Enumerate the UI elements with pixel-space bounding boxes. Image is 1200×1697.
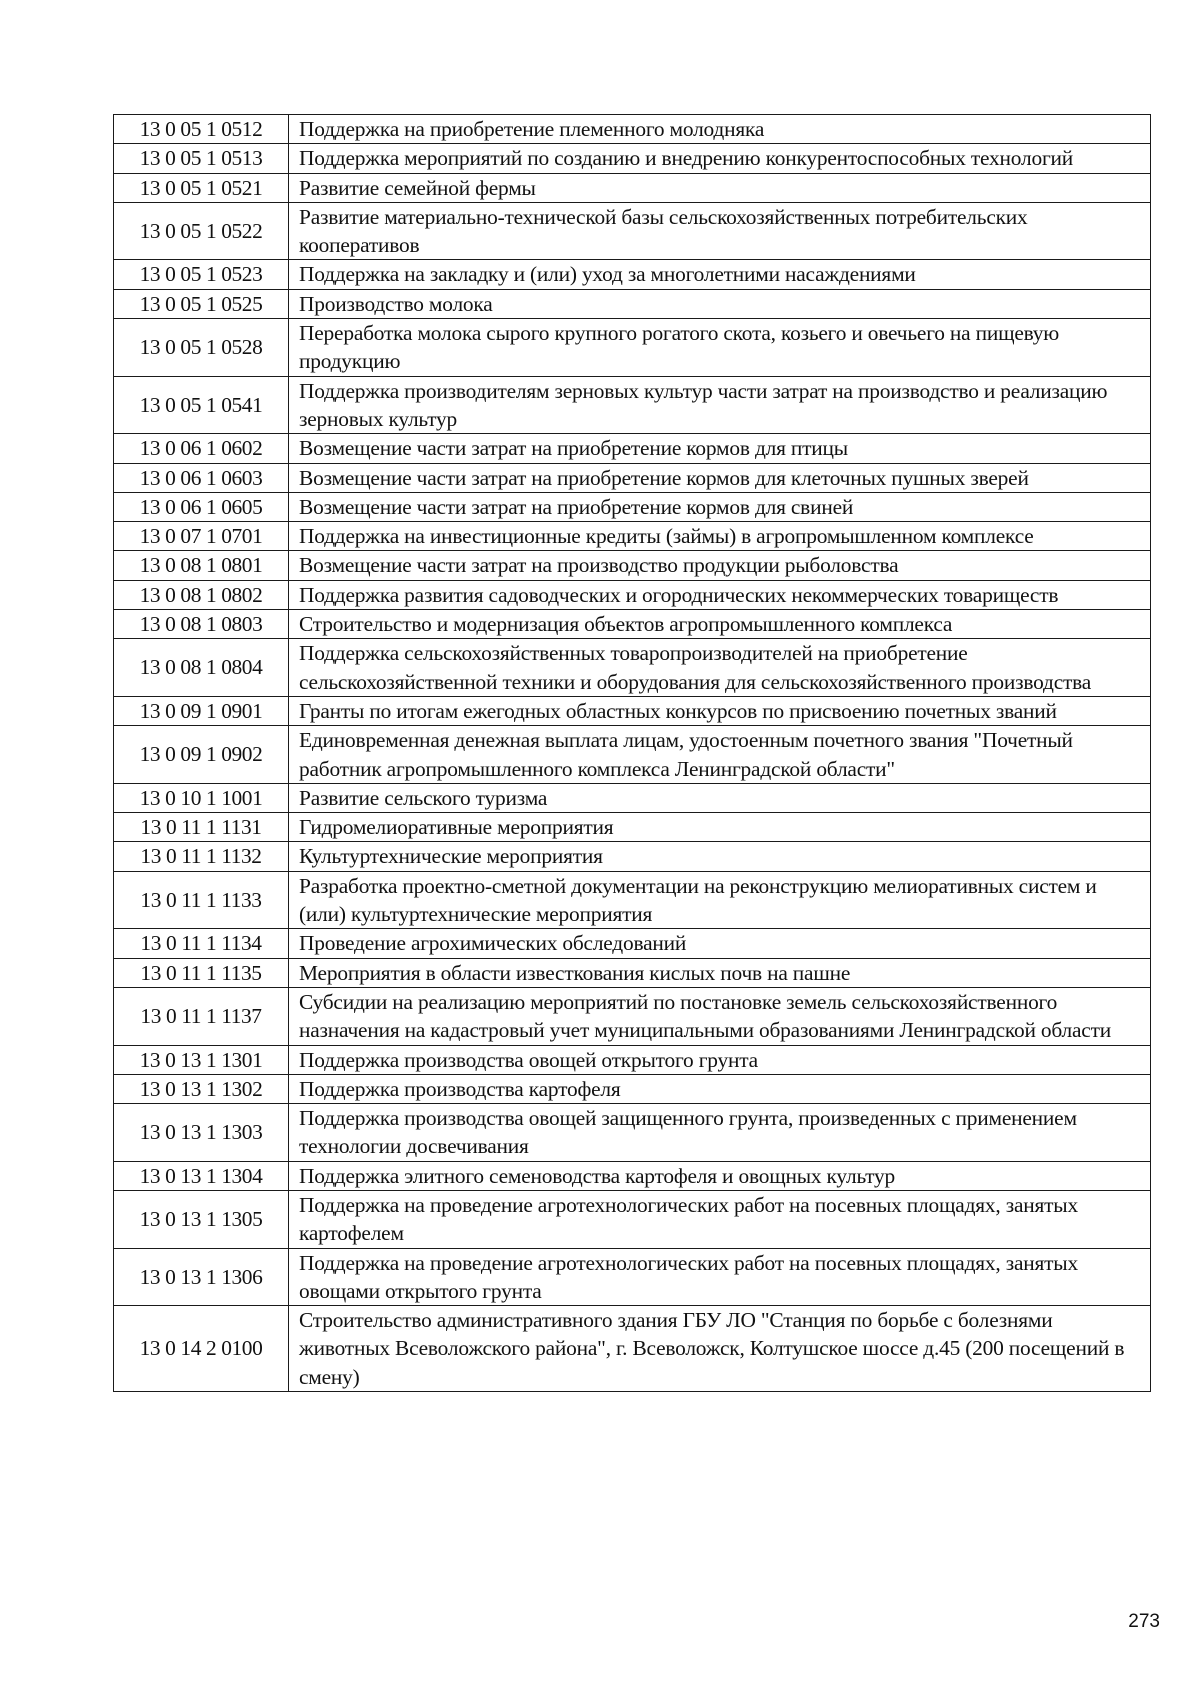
- table-row: [114, 580, 1151, 609]
- row-code: 13 0 06 1 0603: [114, 463, 289, 492]
- table-row: [114, 1045, 1151, 1074]
- table-row: [114, 987, 1151, 1045]
- row-code: 13 0 07 1 0701: [114, 522, 289, 551]
- row-code: 13 0 11 1 1131: [114, 813, 289, 842]
- row-description: Субсидии на реализацию мероприятий по постановке земель сельскохозяйственного назначения на кадастровый учет муниципальными образованиями Ленинградской области: [289, 987, 1151, 1045]
- table-row: [114, 492, 1151, 521]
- table-row: [114, 1248, 1151, 1306]
- table-row: [114, 929, 1151, 958]
- row-code: 13 0 05 1 0523: [114, 260, 289, 289]
- table-row: [114, 551, 1151, 580]
- table-row: [114, 813, 1151, 842]
- row-description: Проведение агрохимических обследований: [289, 929, 1151, 958]
- row-description: Гранты по итогам ежегодных областных конкурсов по присвоению почетных званий: [289, 696, 1151, 725]
- row-code: 13 0 13 1 1303: [114, 1104, 289, 1162]
- row-description: Поддержка производства овощей открытого грунта: [289, 1045, 1151, 1074]
- table-row: [114, 173, 1151, 202]
- table-row: [114, 144, 1151, 173]
- row-code: 13 0 13 1 1301: [114, 1045, 289, 1074]
- table-row: [114, 610, 1151, 639]
- table-row: [114, 1104, 1151, 1162]
- row-description: Развитие материально-технической базы сельскохозяйственных потребительских кооперативов: [289, 202, 1151, 260]
- table-row: [114, 289, 1151, 318]
- row-code: 13 0 10 1 1001: [114, 783, 289, 812]
- row-code: 13 0 05 1 0521: [114, 173, 289, 202]
- row-description: Строительство и модернизация объектов агропромышленного комплекса: [289, 610, 1151, 639]
- row-code: 13 0 11 1 1137: [114, 987, 289, 1045]
- row-code: 13 0 09 1 0902: [114, 726, 289, 784]
- row-description: Поддержка на приобретение племенного молодняка: [289, 115, 1151, 144]
- row-description: Возмещение части затрат на приобретение кормов для свиней: [289, 492, 1151, 521]
- table-body: [114, 115, 1151, 1392]
- row-description: Возмещение части затрат на приобретение кормов для птицы: [289, 434, 1151, 463]
- table-row: [114, 1306, 1151, 1392]
- row-code: 13 0 05 1 0512: [114, 115, 289, 144]
- row-description: Развитие сельского туризма: [289, 783, 1151, 812]
- row-description: Культуртехнические мероприятия: [289, 842, 1151, 871]
- row-description: Поддержка на инвестиционные кредиты (займы) в агропромышленном комплексе: [289, 522, 1151, 551]
- row-code: 13 0 13 1 1304: [114, 1161, 289, 1190]
- row-code: 13 0 05 1 0522: [114, 202, 289, 260]
- row-description: Развитие семейной фермы: [289, 173, 1151, 202]
- budget-classification-table: [113, 114, 1151, 1392]
- row-description: Мероприятия в области известкования кислых почв на пашне: [289, 958, 1151, 987]
- row-description: Поддержка на проведение агротехнологических работ на посевных площадях, занятых овощами открытого грунта: [289, 1248, 1151, 1306]
- row-code: 13 0 05 1 0513: [114, 144, 289, 173]
- row-description: Поддержка производства картофеля: [289, 1074, 1151, 1103]
- table-row: [114, 1074, 1151, 1103]
- table-row: [114, 783, 1151, 812]
- table-row: [114, 1161, 1151, 1190]
- table-row: [114, 871, 1151, 929]
- row-code: 13 0 08 1 0804: [114, 639, 289, 697]
- row-description: Разработка проектно-сметной документации на реконструкцию мелиоративных систем и (или) культуртехнические мероприятия: [289, 871, 1151, 929]
- row-code: 13 0 06 1 0602: [114, 434, 289, 463]
- row-code: 13 0 11 1 1133: [114, 871, 289, 929]
- row-description: Гидромелиоративные мероприятия: [289, 813, 1151, 842]
- table-row: [114, 260, 1151, 289]
- row-code: 13 0 13 1 1306: [114, 1248, 289, 1306]
- table-row: [114, 115, 1151, 144]
- table-row: [114, 434, 1151, 463]
- row-description: Поддержка развития садоводческих и огороднических некоммерческих товариществ: [289, 580, 1151, 609]
- row-code: 13 0 08 1 0801: [114, 551, 289, 580]
- row-description: Поддержка мероприятий по созданию и внедрению конкурентоспособных технологий: [289, 144, 1151, 173]
- row-code: 13 0 14 2 0100: [114, 1306, 289, 1392]
- row-description: Поддержка производителям зерновых культур части затрат на производство и реализацию зерновых культур: [289, 376, 1151, 434]
- row-code: 13 0 09 1 0901: [114, 696, 289, 725]
- row-description: Производство молока: [289, 289, 1151, 318]
- row-description: Единовременная денежная выплата лицам, удостоенным почетного звания "Почетный работник агропромышленного комплекса Ленинградской области": [289, 726, 1151, 784]
- table-row: [114, 1190, 1151, 1248]
- page-number: 273: [1128, 1611, 1160, 1632]
- table-row: [114, 522, 1151, 551]
- row-code: 13 0 05 1 0525: [114, 289, 289, 318]
- row-description: Возмещение части затрат на приобретение кормов для клеточных пушных зверей: [289, 463, 1151, 492]
- row-code: 13 0 05 1 0528: [114, 319, 289, 377]
- row-description: Поддержка на закладку и (или) уход за многолетними насаждениями: [289, 260, 1151, 289]
- row-description: Поддержка на проведение агротехнологических работ на посевных площадях, занятых картофелем: [289, 1190, 1151, 1248]
- table-row: [114, 958, 1151, 987]
- table-row: [114, 376, 1151, 434]
- table-row: [114, 639, 1151, 697]
- row-code: 13 0 13 1 1302: [114, 1074, 289, 1103]
- table-row: [114, 202, 1151, 260]
- row-code: 13 0 06 1 0605: [114, 492, 289, 521]
- row-code: 13 0 13 1 1305: [114, 1190, 289, 1248]
- row-description: Возмещение части затрат на производство продукции рыболовства: [289, 551, 1151, 580]
- row-description: Поддержка производства овощей защищенного грунта, произведенных с применением технологии досвечивания: [289, 1104, 1151, 1162]
- table-row: [114, 726, 1151, 784]
- table-row: [114, 319, 1151, 377]
- row-code: 13 0 05 1 0541: [114, 376, 289, 434]
- row-description: Поддержка элитного семеноводства картофеля и овощных культур: [289, 1161, 1151, 1190]
- table-row: [114, 696, 1151, 725]
- row-code: 13 0 08 1 0802: [114, 580, 289, 609]
- row-code: 13 0 11 1 1135: [114, 958, 289, 987]
- row-code: 13 0 11 1 1132: [114, 842, 289, 871]
- table-row: [114, 463, 1151, 492]
- table-row: [114, 842, 1151, 871]
- row-description: Строительство административного здания ГБУ ЛО "Станция по борьбе с болезнями животных Всеволожского района", г. Всеволожск, Колтушское шоссе д.45 (200 посещений в смену): [289, 1306, 1151, 1392]
- row-code: 13 0 11 1 1134: [114, 929, 289, 958]
- row-description: Поддержка сельскохозяйственных товаропроизводителей на приобретение сельскохозяйственной техники и оборудования для сельскохозяйственного производства: [289, 639, 1151, 697]
- row-description: Переработка молока сырого крупного рогатого скота, козьего и овечьего на пищевую продукцию: [289, 319, 1151, 377]
- row-code: 13 0 08 1 0803: [114, 610, 289, 639]
